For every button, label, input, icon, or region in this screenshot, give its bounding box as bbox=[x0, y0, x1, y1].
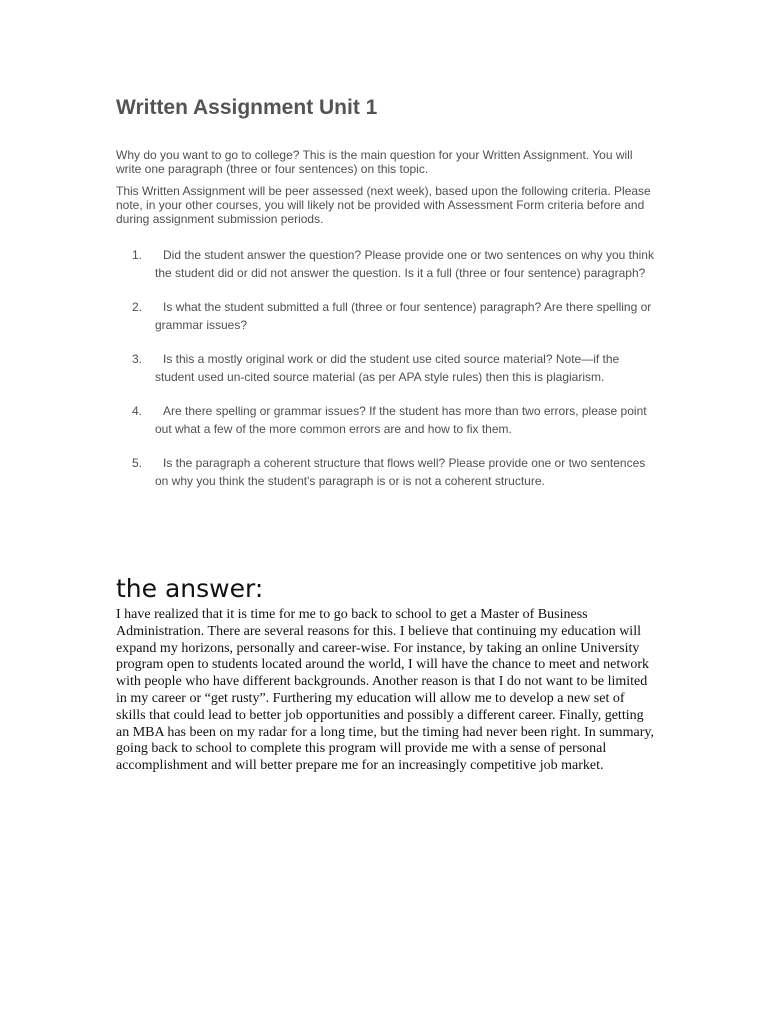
criteria-number: 1. bbox=[132, 248, 143, 262]
criteria-number: 4. bbox=[132, 404, 143, 418]
criteria-item-5 bbox=[116, 454, 656, 490]
criteria-number: 5. bbox=[132, 456, 143, 470]
criteria-list bbox=[116, 246, 656, 506]
criteria-item-1 bbox=[116, 246, 656, 282]
criteria-item-2 bbox=[116, 298, 656, 334]
criteria-text: Are there spelling or grammar issues? If the student has more than two errors, please point out what a few of the more common errors are and how to fix them. bbox=[155, 404, 647, 436]
criteria-number: 3. bbox=[132, 352, 143, 366]
criteria-text: Is this a mostly original work or did the student use cited source material? Note—if the student used un-cited source material (as per APA style rules) then this is plagiarism. bbox=[155, 352, 620, 384]
criteria-text: Is the paragraph a coherent structure that flows well? Please provide one or two sentences on why you think the student's paragraph is or is not a coherent structure. bbox=[155, 456, 646, 488]
document-title: Written Assignment Unit 1 bbox=[116, 96, 378, 119]
criteria-text: Did the student answer the question? Please provide one or two sentences on why you think the student did or did not answer the question. Is it a full (three or four sentence) paragraph? bbox=[155, 248, 654, 280]
criteria-item-4 bbox=[116, 402, 656, 438]
answer-paragraph: I have realized that it is time for me to go back to school to get a Master of Business Administration. There are several reasons for this. I believe that continuing my education will expand my horizons, personally and career-wise. For instance, by taking an online University program open to students located around the world, I will have the chance to meet and network with people who have different backgrounds. Another reason is that I do not want to be limited in my career or “get rusty”. Furthering my education will allow me to develop a new set of skills that could lead to better job opportunities and possibly a different career. Finally, getting an MBA has been on my radar for a long time, but the timing had never been right. In summary, going back to school to complete this program will provide me with a sense of personal accomplishment and will better prepare me for an increasingly competitive job market. bbox=[116, 607, 654, 774]
criteria-number: 2. bbox=[132, 300, 143, 314]
intro-paragraph-2: This Written Assignment will be peer assessed (next week), based upon the following criteria. Please note, in your other courses, you will likely not be provided with Assessment Form criteria before and during assignment submission periods. bbox=[116, 184, 651, 226]
criteria-text: Is what the student submitted a full (three or four sentence) paragraph? Are there spelling or grammar issues? bbox=[155, 300, 652, 332]
criteria-item-3 bbox=[116, 350, 656, 386]
intro-paragraph-1: Why do you want to go to college? This is the main question for your Written Assignment. You will write one paragraph (three or four sentences) on this topic. bbox=[116, 148, 633, 176]
answer-heading: the answer: bbox=[116, 574, 264, 603]
